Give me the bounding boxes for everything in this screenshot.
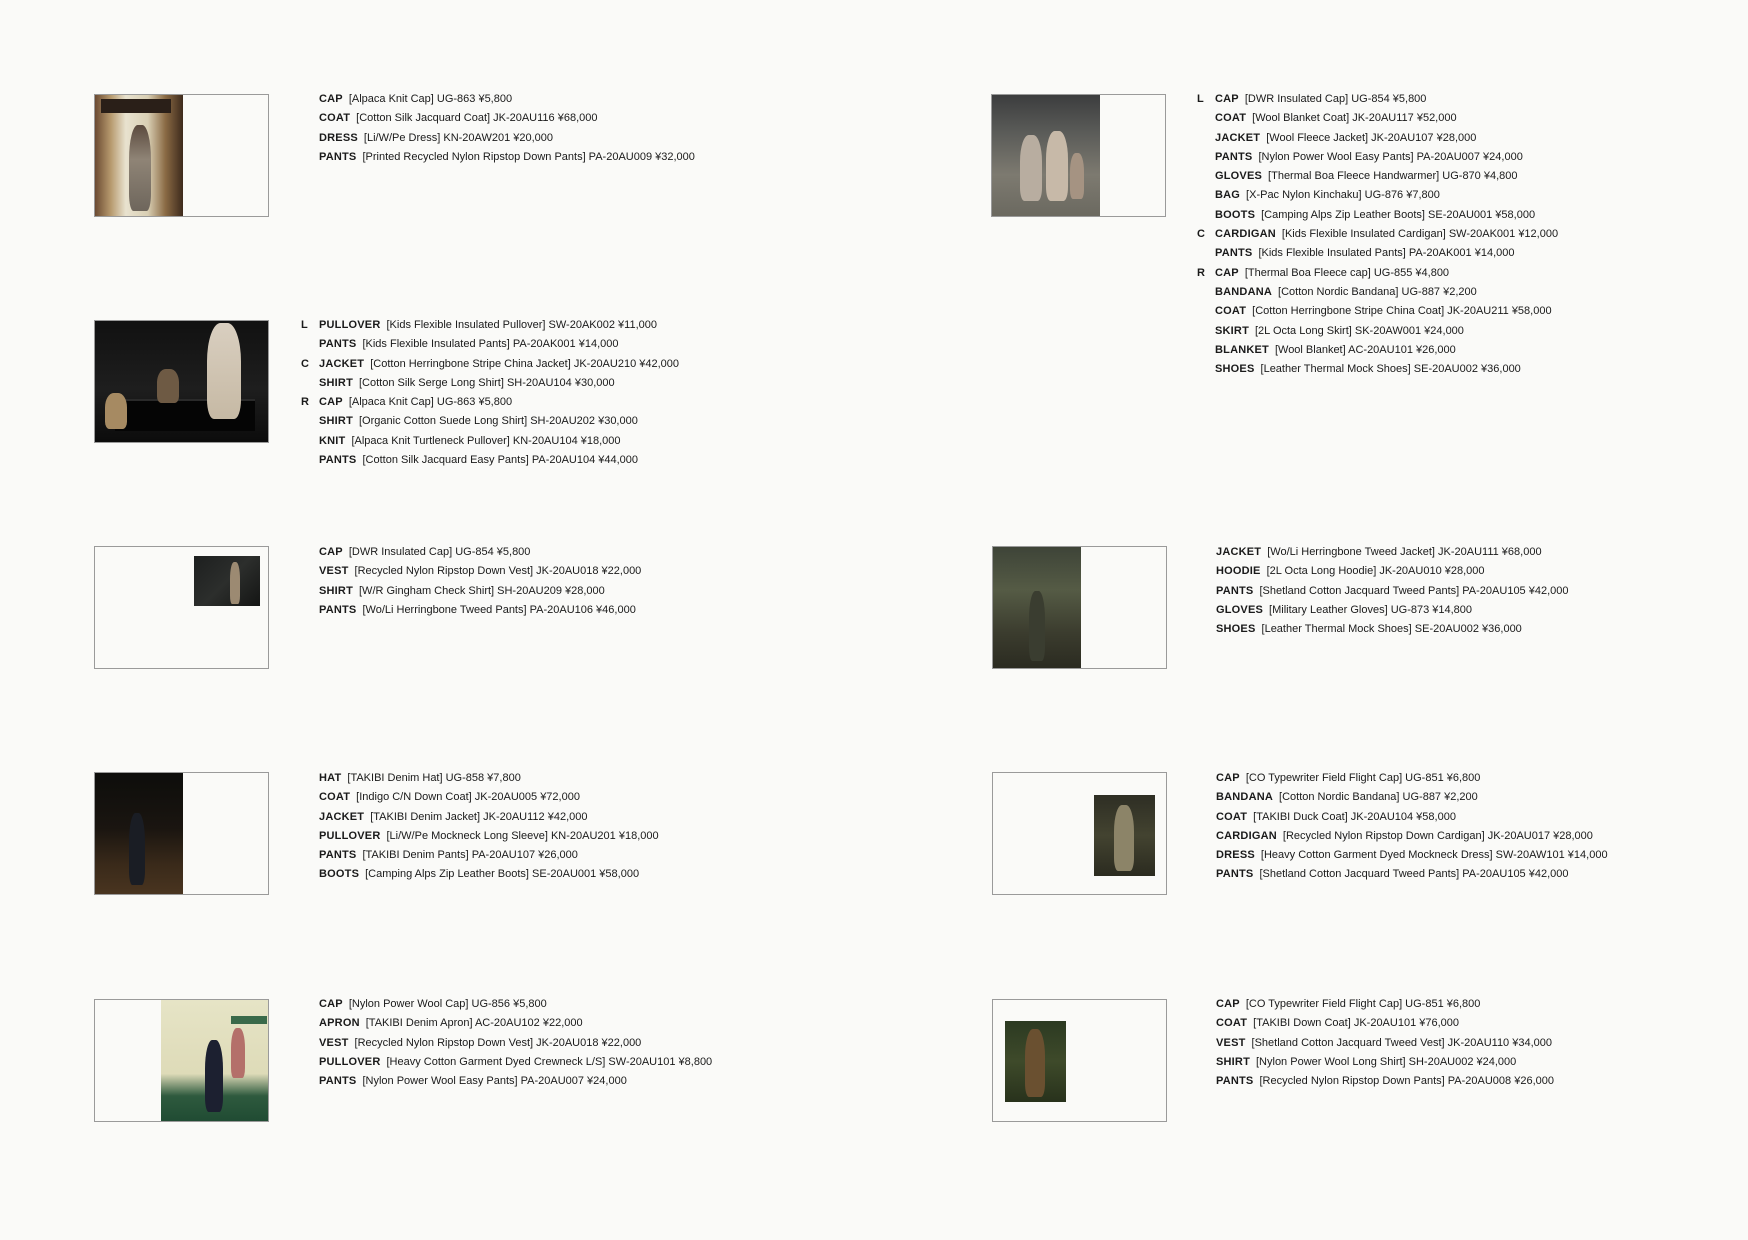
list-item [319,808,659,827]
item-category: PANTS [1215,150,1253,163]
item-category: PANTS [319,150,357,163]
list-item [1216,1034,1554,1053]
item-category: CAP [1215,93,1239,105]
list-item [1215,148,1558,167]
look-thumbnail[interactable] [94,546,269,669]
item-category: KNIT [319,434,346,447]
item-description: [TAKIBI Denim Jacket] JK-20AU112 ¥42,000 [370,810,588,823]
item-description: [Li/W/Pe Dress] KN-20AW201 ¥20,000 [363,131,554,144]
list-item [1216,562,1569,581]
list-item [1215,129,1558,148]
item-category: CAP [319,93,343,105]
list-item [1215,341,1558,360]
item-description: [Cotton Silk Jacquard Easy Pants] PA-20AU104 ¥44,000 [362,454,639,467]
model-figure [129,125,151,211]
list-item [1216,788,1608,807]
look-photo [95,773,183,895]
item-category: CAP [1216,998,1240,1010]
item-description: [Li/W/Pe Mockneck Long Sleeve] KN-20AU201 ¥18,000 [386,829,659,842]
item-description: [Thermal Boa Fleece cap] UG-855 ¥4,800 [1244,266,1450,279]
group-marker: R [1197,266,1205,279]
item-category: PANTS [1215,247,1253,260]
look-item-list [1216,769,1608,885]
look-item-list [319,995,712,1091]
model-figure [1029,591,1045,661]
item-category: GLOVES [1215,170,1263,183]
look-thumbnail[interactable] [992,999,1167,1122]
item-category: CARDIGAN [1216,829,1277,842]
item-category: APRON [319,1017,360,1030]
item-description: [TAKIBI Denim Pants] PA-20AU107 ¥26,000 [362,849,578,862]
item-category: HOODIE [1216,565,1261,578]
item-category: PULLOVER [319,1055,381,1068]
group-marker: L [1197,93,1204,105]
item-category: JACKET [319,810,365,823]
item-category: SHOES [1215,363,1255,376]
item-description: [Military Leather Gloves] UG-873 ¥14,800 [1269,603,1473,616]
item-category: PANTS [319,454,357,467]
model-figure [1025,1029,1045,1097]
list-item [1197,225,1559,244]
look-photo [194,556,260,606]
item-description: [TAKIBI Down Coat] JK-20AU101 ¥76,000 [1253,1017,1460,1030]
list-item [1215,186,1558,205]
model-figure [157,369,179,403]
look-thumbnail[interactable] [94,94,269,217]
item-description: [Alpaca Knit Cap] UG-863 ¥5,800 [348,396,513,409]
item-category: PANTS [1216,868,1254,881]
item-description: [TAKIBI Duck Coat] JK-20AU104 ¥58,000 [1253,810,1456,823]
item-category: COAT [1215,305,1247,318]
item-description: [Nylon Power Wool Cap] UG-856 ¥5,800 [348,998,547,1010]
item-description: [Cotton Nordic Bandana] UG-887 ¥2,200 [1279,791,1478,804]
item-category: GLOVES [1216,603,1264,616]
list-item [319,1053,712,1072]
item-category: HAT [319,772,342,784]
list-item [319,432,679,451]
model-figure [231,1028,245,1078]
item-category: CARDIGAN [1215,228,1276,241]
list-item [1216,1053,1554,1072]
item-description: [Thermal Boa Fleece Handwarmer] UG-870 ¥4,800 [1268,170,1518,183]
item-category: PANTS [319,849,357,862]
item-description: [DWR Insulated Cap] UG-854 ¥5,800 [348,546,531,558]
list-item [301,316,679,335]
item-category: JACKET [1216,546,1262,558]
group-marker: R [301,396,309,409]
group-marker: C [1197,228,1205,241]
item-category: JACKET [319,357,365,370]
look-item-list [319,90,695,167]
list-item [1215,283,1558,302]
item-description: [Alpaca Knit Turtleneck Pullover] KN-20AU104 ¥18,000 [351,434,621,447]
list-item [1215,244,1558,263]
item-category: PANTS [319,603,357,616]
look-thumbnail[interactable] [94,999,269,1122]
list-item [1216,582,1569,601]
list-item [319,582,641,601]
list-item [1215,302,1558,321]
item-description: [Cotton Silk Jacquard Coat] JK-20AU116 ¥68,000 [356,112,598,125]
item-description: [Shetland Cotton Jacquard Tweed Pants] PA-20AU105 ¥42,000 [1259,584,1569,597]
item-description: [Cotton Herringbone Stripe China Coat] JK-20AU211 ¥58,000 [1252,305,1552,318]
model-figure [105,393,127,429]
item-description: [Nylon Power Wool Easy Pants] PA-20AU007 ¥24,000 [362,1075,627,1088]
look-photo [993,547,1081,669]
look-photo [992,95,1100,217]
list-item [319,451,679,470]
list-item [1216,769,1608,788]
model-figure [129,813,145,885]
list-item [1216,601,1569,620]
item-description: [Kids Flexible Insulated Cardigan] SW-20AK001 ¥12,000 [1281,228,1559,241]
list-item [319,865,659,884]
item-category: CAP [1215,266,1239,279]
item-category: SHIRT [319,376,353,389]
list-item [301,355,680,374]
model-figure [1070,153,1084,199]
item-description: [Heavy Cotton Garment Dyed Crewneck L/S] SW-20AU101 ¥8,800 [386,1055,713,1068]
model-figure [1046,131,1068,201]
item-category: BANDANA [1215,285,1273,298]
list-item [319,846,659,865]
item-description: [Recycled Nylon Ripstop Down Pants] PA-20AU008 ¥26,000 [1259,1075,1554,1088]
list-item [1216,865,1608,884]
model-figure [205,1040,223,1112]
item-category: SKIRT [1215,324,1249,337]
item-description: [Kids Flexible Insulated Pants] PA-20AK001 ¥14,000 [1258,247,1515,260]
list-item [319,109,695,128]
item-description: [Wool Fleece Jacket] JK-20AU107 ¥28,000 [1266,131,1477,144]
item-description: [Nylon Power Wool Easy Pants] PA-20AU007 ¥24,000 [1258,150,1523,163]
list-item [319,995,712,1014]
item-category: SHIRT [319,415,353,428]
list-item [1215,322,1558,341]
look-thumbnail[interactable] [992,546,1167,669]
model-figure [1020,135,1042,201]
look-thumbnail[interactable] [992,772,1167,895]
list-item [1216,543,1569,562]
item-category: CAP [319,546,343,558]
list-item [301,393,679,412]
list-item [1215,360,1558,379]
list-item [319,827,659,846]
list-item [319,769,659,788]
item-category: VEST [319,565,349,578]
item-category: SHIRT [1216,1055,1250,1068]
item-description: [Wo/Li Herringbone Tweed Pants] PA-20AU106 ¥46,000 [362,603,636,616]
item-category: SHOES [1216,623,1256,636]
list-item [319,374,679,393]
list-item [319,543,641,562]
item-category: CAP [319,998,343,1010]
item-category: CAP [1216,772,1240,784]
item-description: [Camping Alps Zip Leather Boots] SE-20AU001 ¥58,000 [1261,208,1536,221]
item-category: COAT [1216,810,1248,823]
item-category: COAT [1215,112,1247,125]
item-description: [Wool Blanket] AC-20AU101 ¥26,000 [1274,343,1456,356]
list-item [1216,827,1608,846]
list-item [319,148,695,167]
item-description: [Wo/Li Herringbone Tweed Jacket] JK-20AU111 ¥68,000 [1267,546,1542,558]
list-item [319,335,679,354]
item-category: PULLOVER [319,829,381,842]
item-description: [CO Typewriter Field Flight Cap] UG-851 ¥6,800 [1245,772,1481,784]
list-item [319,562,641,581]
look-photo [161,1000,269,1122]
list-item [319,1072,712,1091]
list-item [1215,206,1558,225]
list-item [1216,1072,1554,1091]
look-photo [1005,1021,1066,1102]
group-marker: C [301,357,309,370]
item-category: PANTS [319,1075,357,1088]
look-item-list [1197,90,1559,379]
item-category: COAT [1216,1017,1248,1030]
item-category: BANDANA [1216,791,1274,804]
list-item [319,129,695,148]
item-description: [Cotton Silk Serge Long Shirt] SH-20AU104 ¥30,000 [359,376,615,389]
item-category: JACKET [1215,131,1261,144]
item-description: [TAKIBI Denim Apron] AC-20AU102 ¥22,000 [365,1017,583,1030]
item-description: [TAKIBI Denim Hat] UG-858 ¥7,800 [347,772,521,784]
item-description: [Shetland Cotton Jacquard Tweed Pants] PA-20AU105 ¥42,000 [1259,868,1569,881]
list-item [319,412,679,431]
list-item [319,1034,712,1053]
item-category: DRESS [319,131,358,144]
item-description: [Cotton Herringbone Stripe China Jacket] JK-20AU210 ¥42,000 [370,357,680,370]
item-category: PANTS [1216,1075,1254,1088]
item-description: [Shetland Cotton Jacquard Tweed Vest] JK-20AU110 ¥34,000 [1251,1036,1552,1049]
item-category: PANTS [1216,584,1254,597]
list-item [319,601,641,620]
look-photo [95,321,269,443]
item-category: SHIRT [319,584,353,597]
model-figure [207,323,241,419]
look-item-list [319,543,641,620]
item-description: [Cotton Nordic Bandana] UG-887 ¥2,200 [1278,285,1477,298]
item-category: PANTS [319,338,357,351]
item-category: BOOTS [319,868,360,881]
item-description: [Recycled Nylon Ripstop Down Cardigan] JK-20AU017 ¥28,000 [1282,829,1593,842]
item-category: CAP [319,396,343,409]
list-item [319,1014,712,1033]
item-description: [W/R Gingham Check Shirt] SH-20AU209 ¥28,000 [359,584,605,597]
item-description: [CO Typewriter Field Flight Cap] UG-851 ¥6,800 [1245,998,1481,1010]
item-category: BOOTS [1215,208,1256,221]
model-figure [1114,805,1134,871]
item-description: [Organic Cotton Suede Long Shirt] SH-20AU202 ¥30,000 [359,415,638,428]
item-description: [Indigo C/N Down Coat] JK-20AU005 ¥72,000 [356,791,580,804]
item-category: BLANKET [1215,343,1269,356]
item-description: [Alpaca Knit Cap] UG-863 ¥5,800 [348,93,513,105]
look-photo [1094,795,1155,876]
look-thumbnail[interactable] [991,94,1166,217]
item-description: [Kids Flexible Insulated Pullover] SW-20AK002 ¥11,000 [386,319,657,331]
item-description: [2L Octa Long Hoodie] JK-20AU010 ¥28,000 [1266,565,1485,578]
list-item [319,90,695,109]
list-item [319,788,659,807]
list-item [1197,90,1558,109]
item-description: [Printed Recycled Nylon Ripstop Down Pants] PA-20AU009 ¥32,000 [362,150,695,163]
item-description: [Leather Thermal Mock Shoes] SE-20AU002 ¥36,000 [1261,623,1522,636]
item-description: [DWR Insulated Cap] UG-854 ¥5,800 [1244,93,1427,105]
item-description: [Wool Blanket Coat] JK-20AU117 ¥52,000 [1252,112,1457,125]
list-item [1216,620,1569,639]
list-item [1216,995,1554,1014]
look-item-list [319,769,659,885]
item-description: [Leather Thermal Mock Shoes] SE-20AU002 ¥36,000 [1260,363,1521,376]
list-item [1216,1014,1554,1033]
look-thumbnail[interactable] [94,772,269,895]
item-description: [Kids Flexible Insulated Pants] PA-20AK001 ¥14,000 [362,338,619,351]
look-item-list [301,316,680,470]
item-category: COAT [319,112,351,125]
item-category: COAT [319,791,351,804]
item-description: [Heavy Cotton Garment Dyed Mockneck Dress] SW-20AW101 ¥14,000 [1260,849,1608,862]
model-figure [230,562,240,604]
look-item-list [1216,995,1554,1091]
item-category: DRESS [1216,849,1255,862]
item-category: PULLOVER [319,319,381,331]
look-thumbnail[interactable] [94,320,269,443]
item-description: [Camping Alps Zip Leather Boots] SE-20AU001 ¥58,000 [365,868,640,881]
look-photo [95,95,183,217]
item-category: VEST [319,1036,349,1049]
item-description: [X-Pac Nylon Kinchaku] UG-876 ¥7,800 [1246,189,1440,202]
item-description: [2L Octa Long Skirt] SK-20AW001 ¥24,000 [1255,324,1464,337]
list-item [1216,846,1608,865]
list-item [1216,808,1608,827]
item-description: [Recycled Nylon Ripstop Down Vest] JK-20AU018 ¥22,000 [354,565,642,578]
item-category: BAG [1215,189,1241,202]
item-category: VEST [1216,1036,1246,1049]
list-item [1215,109,1558,128]
group-marker: L [301,319,308,331]
item-description: [Nylon Power Wool Long Shirt] SH-20AU002 ¥24,000 [1256,1055,1517,1068]
item-description: [Recycled Nylon Ripstop Down Vest] JK-20AU018 ¥22,000 [354,1036,642,1049]
list-item [1197,264,1558,283]
look-item-list [1216,543,1569,639]
list-item [1215,167,1558,186]
